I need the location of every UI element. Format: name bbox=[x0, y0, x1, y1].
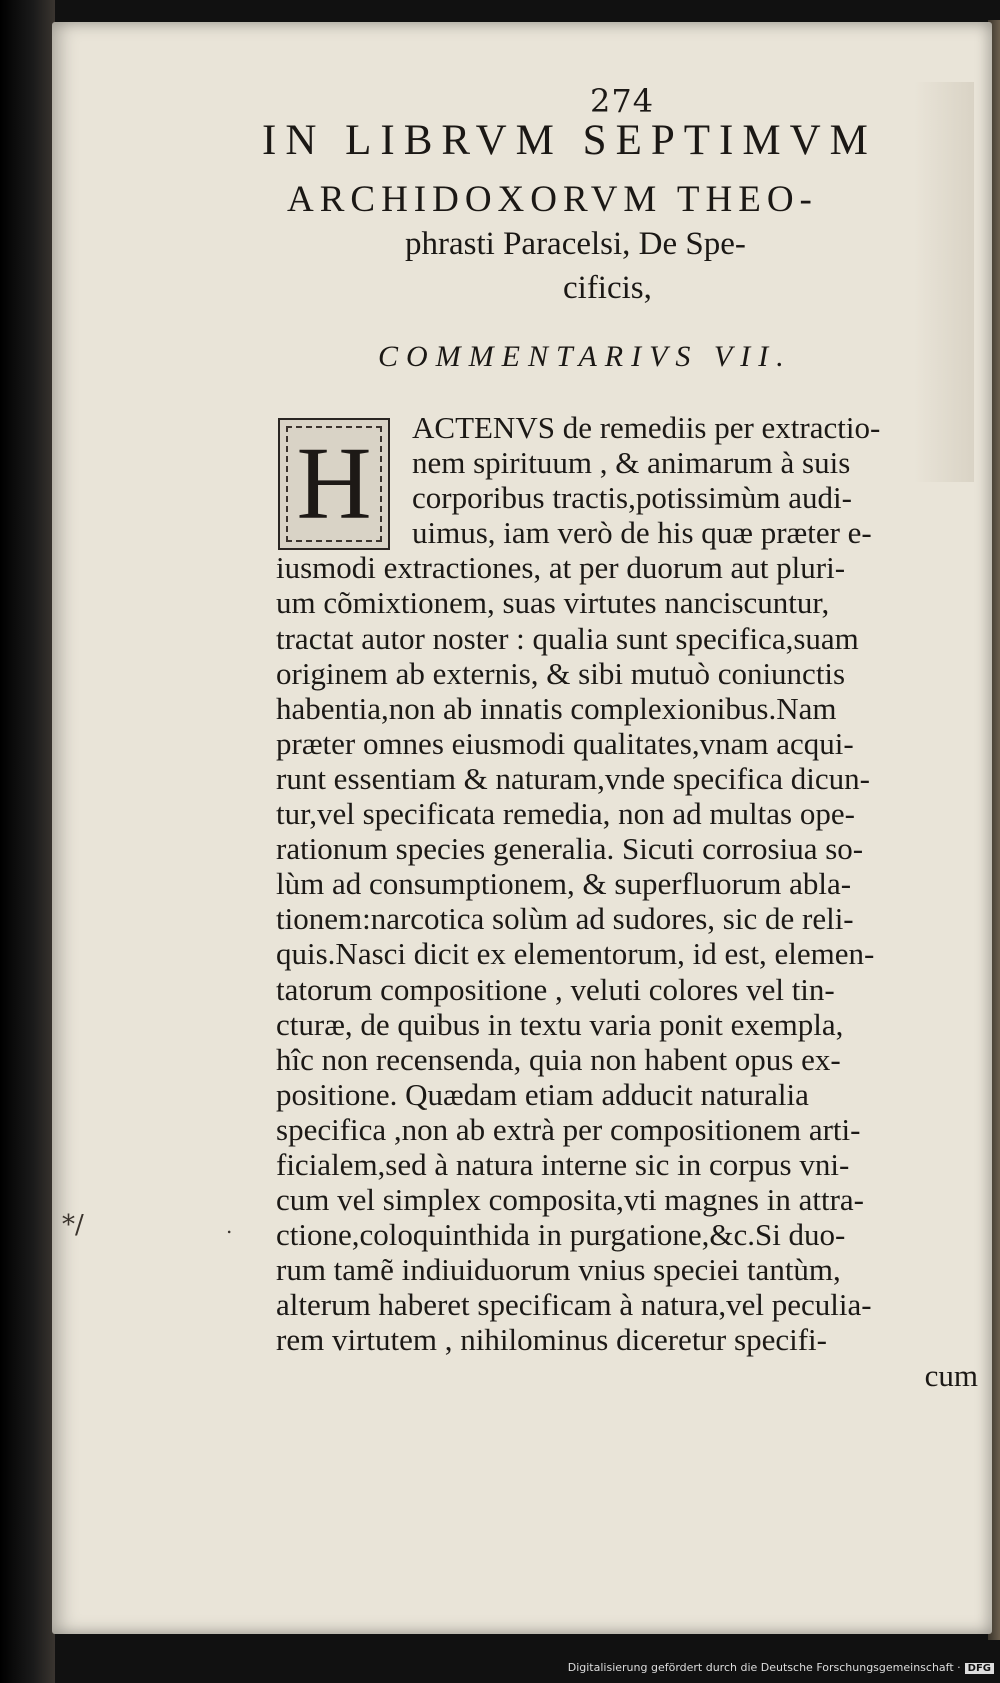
footer-text: Digitalisierung gefördert durch die Deutsche Forschungsgemeinschaft · bbox=[567, 1661, 961, 1674]
spine-shadow bbox=[0, 0, 55, 1683]
text-line: hîc non recensenda, quia non habent opus ex- bbox=[276, 1041, 841, 1077]
margin-mark: */ bbox=[62, 1210, 84, 1240]
text-line: ficialem,sed à natura interne sic in corpus vni- bbox=[276, 1146, 850, 1182]
margin-dot: . bbox=[226, 1214, 233, 1238]
text-line: ctione,coloquinthida in purgatione,&c.Si duo- bbox=[276, 1217, 846, 1253]
initial-letter: H bbox=[296, 426, 372, 541]
text-line: rem virtutem , nihilominus diceretur specifi- bbox=[276, 1322, 827, 1358]
title-line-3: phrasti Paracelsi, De Spe- bbox=[405, 226, 746, 262]
text-line: nem spirituum , & animarum à suis bbox=[412, 445, 851, 481]
dfg-logo: DFG bbox=[965, 1663, 994, 1674]
text-line: um cõmixtionem, suas virtutes nanciscuntur, bbox=[276, 585, 830, 621]
text-line: tatorum compositione , veluti colores vel tin- bbox=[276, 971, 835, 1007]
text-line: rum tamẽ indiuiduorum vnius speciei tantùm, bbox=[276, 1252, 841, 1288]
decorated-initial bbox=[278, 418, 390, 550]
footer-credit bbox=[568, 1661, 994, 1674]
text-line: ACTENVS de remediis per extractio- bbox=[412, 410, 881, 445]
text-line: rationum species generalia. Sicuti corrosiua so- bbox=[276, 831, 864, 867]
page-number: 274 bbox=[590, 82, 655, 120]
text-line: iusmodi extractiones, at per duorum aut pluri- bbox=[276, 550, 846, 586]
title-line-1: IN LIBRVM SEPTIMVM bbox=[262, 117, 877, 164]
text-line: tionem:narcotica solùm ad sudores, sic de reli- bbox=[276, 901, 854, 937]
text-line: præter omnes eiusmodi qualitates,vnam acqui- bbox=[276, 725, 854, 761]
text-line: cturæ, de quibus in textu varia ponit exempla, bbox=[276, 1006, 844, 1042]
text-line: positione. Quædam etiam adducit naturalia bbox=[276, 1076, 809, 1112]
text-line: cum vel simplex composita,vti magnes in attra- bbox=[276, 1182, 865, 1218]
text-line: lùm ad consumptionem, & superfluorum abla- bbox=[276, 866, 852, 902]
text-line: habentia,non ab innatis complexionibus.Nam bbox=[276, 690, 837, 726]
text-line: quis.Nasci dicit ex elementorum, id est, elemen- bbox=[276, 936, 875, 972]
text-line: specifica ,non ab extrà per compositionem arti- bbox=[276, 1111, 861, 1147]
catchword: cum bbox=[924, 1357, 978, 1393]
text-line: uimus, iam verò de his quæ præter e- bbox=[412, 515, 872, 551]
text-line: tractat autor noster : qualia sunt specifica,suam bbox=[276, 620, 859, 656]
text-line: runt essentiam & naturam,vnde specifica dicun- bbox=[276, 760, 870, 796]
title-line-4: cificis, bbox=[563, 270, 652, 306]
text-line: originem ab externis, & sibi mutuò coniunctis bbox=[276, 655, 846, 691]
commentary-heading: COMMENTARIVS VII. bbox=[378, 340, 792, 373]
title-line-2: ARCHIDOXORVM THEO- bbox=[287, 179, 818, 220]
body-text bbox=[276, 410, 978, 1393]
text-line: corporibus tractis,potissimùm audi- bbox=[412, 480, 852, 516]
text-line: alterum haberet specificam à natura,vel peculia- bbox=[276, 1287, 872, 1323]
text-line: tur,vel specificata remedia, non ad multas ope- bbox=[276, 796, 855, 832]
